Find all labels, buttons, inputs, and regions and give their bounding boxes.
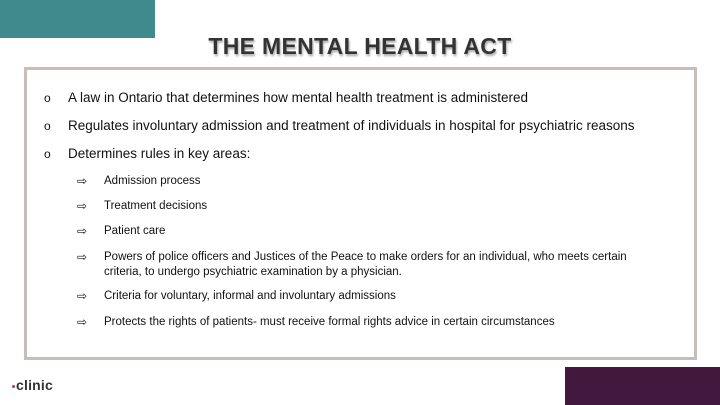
bullet-marker: o [44,119,51,133]
logo-dot-icon [12,385,15,388]
right-arrow-icon: ⇨ [77,224,88,238]
logo-text: clinic [16,377,53,393]
bullet-marker: o [44,91,51,105]
right-arrow-icon: ⇨ [77,250,88,264]
right-arrow-icon: ⇨ [77,174,88,188]
sub-bullet-text: Criteria for voluntary, informal and involuntary admissions [104,290,396,302]
bullet-text: Determines rules in key areas: [68,146,251,161]
sub-bullet-text: Admission process [104,175,201,187]
slide-title: THE MENTAL HEALTH ACT [208,33,512,59]
sub-bullet-text: Patient care [104,225,166,237]
right-arrow-icon: ⇨ [77,315,88,329]
sub-bullet-text: Powers of police officers and Justices of the Peace to make orders for an individual, who meets certain criteria, to undergo psychiatric examination by a physician. [104,251,627,278]
purple-accent-block [565,367,720,405]
bullet-marker: o [44,147,51,161]
content-box [24,67,697,360]
bullet-text: A law in Ontario that determines how mental health treatment is administered [68,90,528,105]
right-arrow-icon: ⇨ [77,199,88,213]
sub-bullet-text: Treatment decisions [104,200,208,212]
sub-bullet-text: Protects the rights of patients- must receive formal rights advice in certain circumstances [104,316,555,328]
right-arrow-icon: ⇨ [77,289,88,303]
clinic-logo [12,377,53,393]
bullet-text: Regulates involuntary admission and treatment of individuals in hospital for psychiatric reasons [68,118,635,133]
